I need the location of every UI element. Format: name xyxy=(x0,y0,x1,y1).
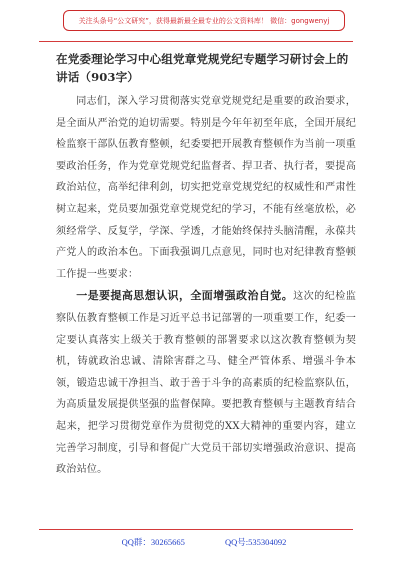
qq-group-link[interactable]: QQ群：30265665 xyxy=(121,537,185,547)
footer xyxy=(0,533,408,551)
header-divider xyxy=(39,41,353,42)
paragraph-point-one xyxy=(56,285,356,480)
promo-banner xyxy=(63,10,345,31)
paragraph-lead: 一是要提高思想认识，全面增强政治自觉。 xyxy=(76,289,294,303)
footer-divider xyxy=(39,529,353,530)
qq-number-link[interactable]: QQ号:535304092 xyxy=(224,537,287,547)
promo-banner-text: 关注头条号“公文研究”，获得最新最全最专业的公文资料库！ 微信：gongwenyj xyxy=(78,16,330,25)
paragraph-intro xyxy=(56,90,356,285)
document-title: 在党委理论学习中心组党章党规党纪专题学习研讨会上的讲话（903字） xyxy=(56,52,349,84)
document-body xyxy=(56,50,356,481)
paragraph-text: 同志们，深入学习贯彻落实党章党规党纪是重要的政治要求，是全面从严治党的迫切需要。特别是今年年初至年底，全国开展纪检监察干部队伍教育整顿，纪委要把开展教育整顿作为当前一项重要政治任务，作为党章党规党纪监督者、捍卫者、执行者，要提高政治站位，高举纪律利剑，切实把党章党规党纪的权威性和严肃性树立起来，党员要加强党章党规党纪的学习，不能有丝毫放松，必须经常学、反复学，学深、学透，才能始终保持头脑清醒，永葆共产党人的政治本色。下面我强调几点意见，同时也对纪律教育整顿工作提一些要求： xyxy=(56,96,356,280)
paragraph-text: 这次的纪检监察队伍教育整顿工作是习近平总书记部署的一项重要工作，纪委一定要认真落实上级关于教育整顿的部署要求以这次教育整顿为契机，铸就政治忠诚、清除害群之马、健全严管体系、增强斗争本领，锻造忠诚干净担当、敢于善于斗争的高素质的纪检监察队伍，为高质量发展提供坚强的监督保障。要把教育整顿与主题教育结合起来，把学习贯彻党章作为贯彻党的XX大精神的重要内容，建立完善学习制度，引导和督促广大党员干部切实增强政治意识、提高政治站位。 xyxy=(56,291,356,476)
